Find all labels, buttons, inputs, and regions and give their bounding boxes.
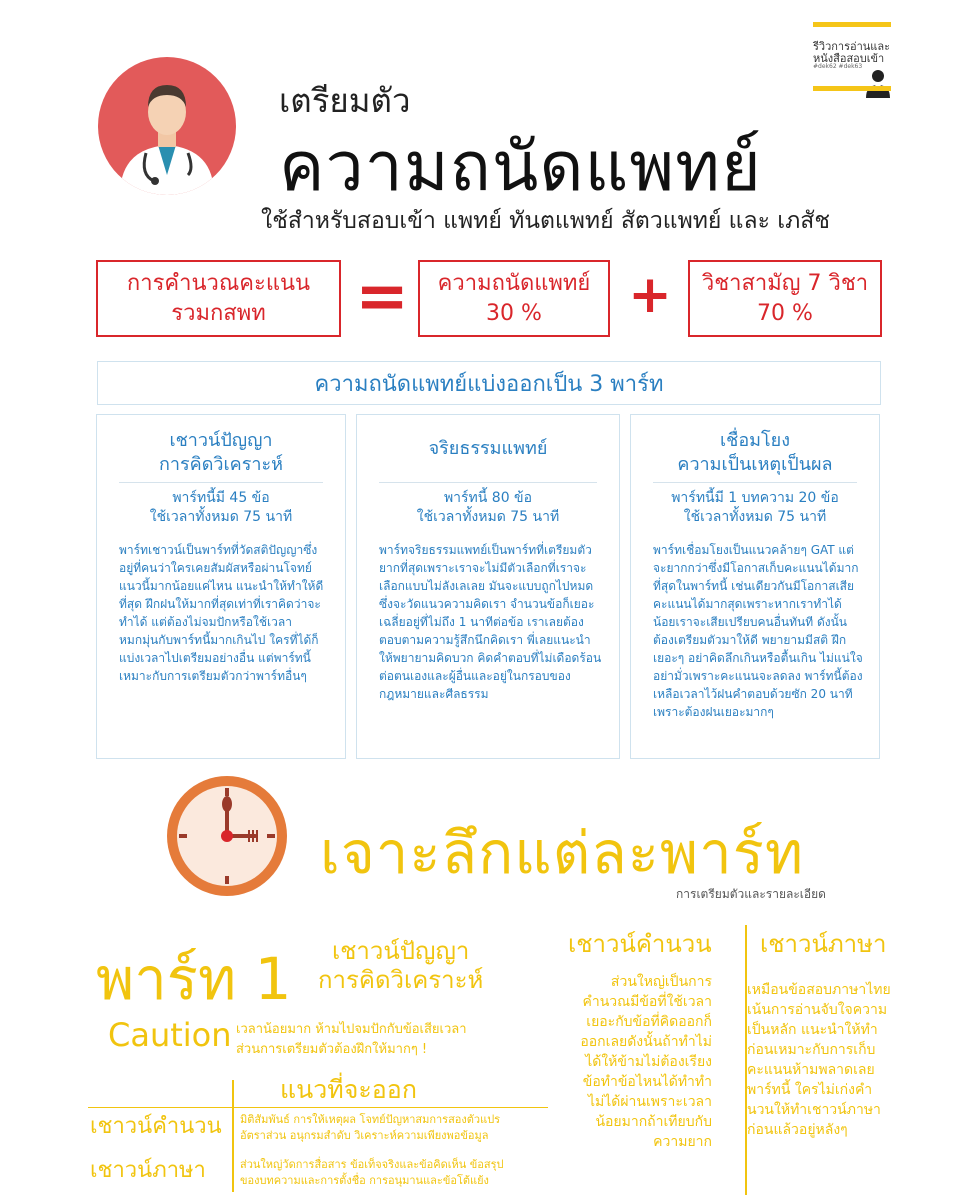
part-card-question-count: พาร์ทนี้มี 1 บทความ 20 ข้อ: [671, 490, 839, 506]
topics-row-text-line-2: อัตราส่วน อนุกรมสำดับ วิเคราะห์ความเพียงพอข้อมูล: [240, 1129, 489, 1142]
part-card-title: [97, 429, 345, 477]
calc-section-text: ส่วนใหญ่เป็นการคำนวณมีข้อที่ใช้เวลาเยอะกับข้อที่คิดออกก็ออกเลยดังนั้นถ้าทำไม่ได้ให้ข้ามไม่ต้องเรียงข้อทำข้อไหนได้ทำทำไม่ได้ผ่านเพราะเวลาน้อยมากถ้าเทียบกับความยาก: [580, 974, 712, 1150]
score-formula-line-1: การคำนวณคะแนน: [126, 270, 311, 296]
equals-sign: =: [355, 260, 409, 334]
caution-label: Caution: [108, 1016, 232, 1054]
part-card-body: พาร์ทเชื่อมโยงเป็นแนวคล้ายๆ GAT แต่จะยากกว่าซึ่งมีโอกาสเก็บคะแนนได้มากที่สุดในพาร์ทนี้ เช่นเดียวกันมีโอกาสเสียคะแนนได้มากสุดเพราะหากเราทำได้น้อยเราจะเสียเปรียบคนอื่นทันที ดังนั้นต้องเตรียมตัวมาให้ดี พยายามมีสติ ฝึกเยอะๆ อย่าคิดลึกเกินหรือตื้นเกิน ไม่แน่ใจอย่ามั่วเพราะคะแนนจะลดลง พาร์ทนี้ต้องเหลือเวลาไว้ฝนคำตอบด้วยซัก 20 นาทีเพราะต้องฝนเยอะมากๆ: [653, 543, 863, 719]
part-card-title: [357, 437, 619, 461]
plus-sign: +: [628, 265, 672, 325]
part-card-body: พาร์ทจริยธรรมแพทย์เป็นพาร์ทที่เตรียมตัวยากที่สุดเพราะเราจะไม่มีตัวเลือกที่เราจะเลือกแบบไม่ลังเลเลย มันจะแบบถูกไปหมด ซึ่งจะวัดแนวความคิดเรา จำนวนข้อก็เยอะเฉลี่ยอยู่ที่ไม่ถึง 1 นาทีต่อข้อ เราเลยต้องตอบตามความรู้สึกนึกคิดเรา พี่เลยแนะนำให้พยายามคิดบวก คิดคำตอบที่ไม่เดือดร้อนต่อตนเองและผู้อื่นและอยู่ในกรอบของกฎหมายและศีลธรรม: [379, 543, 602, 701]
aptitude-weight-box: [418, 260, 610, 337]
part-card-divider: [119, 482, 323, 483]
part-card-meta: [97, 489, 345, 527]
topics-row-text: [240, 1112, 500, 1144]
topics-row-text-line-1: ส่วนใหญ่วัดการสื่อสาร ข้อเท็จจริงและข้อคิดเห็น ข้อสรุป: [240, 1158, 504, 1171]
part-card-body: พาร์ทเชาวน์เป็นพาร์ทที่วัดสติปัญญาซึ่งอยู่ที่คนว่าใครเคยสัมผัสหรือผ่านโจทย์แนวนี้มากน้อยแค่ไหน แนะนำให้ทำให้ดีที่สุด ฝึกฝนให้มากที่สุดเท่าที่เราคิดว่าจะทำได้ แต่ต้องไม่จมปักหรือใช้เวลาหมกมุ่นกับพาร์ทนี้มากเกินไป ใครที่ได้ก็แบ่งเวลาไปเตรียมอย่างอื่น แต่พาร์ทนี้เหมาะกับการเตรียมตัวกว่าพาร์ทอื่นๆ: [119, 543, 324, 683]
part-card-question-count: พาร์ทนี้ 80 ข้อ: [443, 490, 533, 506]
part-1-subtitle: [318, 937, 483, 995]
parts-banner: [97, 361, 881, 405]
topics-row-label: เชาวน์ภาษา: [90, 1158, 206, 1183]
calc-section-title: เชาวน์คำนวน: [568, 930, 712, 958]
core-subjects-weight-box: [688, 260, 882, 337]
brand-line-2: หนังสือสอบเข้า: [813, 52, 885, 65]
topics-row-text-line-1: มิติสัมพันธ์ การให้เหตุผล โจทย์ปัญหาสมการสองตัวแปร: [240, 1113, 501, 1126]
caution-line-2: ส่วนการเตรียมตัวต้องฝึกให้มากๆ !: [236, 1042, 428, 1057]
part-card-divider: [653, 482, 857, 483]
clock-icon: [165, 774, 289, 898]
topics-table-vertical-rule: [232, 1080, 234, 1192]
part-1-subtitle-line-2: การคิดวิเคราะห์: [318, 966, 484, 994]
score-formula-box: [96, 260, 341, 337]
part-card-meta: [357, 489, 619, 527]
topics-row-text-line-2: ของบทความและการตั้งชื่อ การอนุมานและข้อโต้แย้ง: [240, 1174, 489, 1187]
doctor-avatar-icon: [864, 68, 892, 98]
part-card-question-count: พาร์ทนี้มี 45 ข้อ: [172, 490, 270, 506]
part-card-title-line-2: ความเป็นเหตุเป็นผล: [677, 454, 833, 475]
aptitude-weight-line-2: 30 %: [486, 300, 542, 326]
page-subtitle: ใช้สำหรับสอบเข้า แพทย์ ทันตแพทย์ สัตวแพทย์ และ เภสัช: [261, 208, 830, 234]
part-card-duration: ใช้เวลาทั้งหมด 75 นาที: [683, 509, 827, 525]
doctor-icon: [98, 57, 236, 195]
part-1-subtitle-line-1: เชาวน์ปัญญา: [331, 937, 470, 965]
topics-table-heading: แนวที่จะออก: [280, 1075, 417, 1104]
doctor-illustration: [98, 57, 236, 195]
part-card-title-line-1: เชาวน์ปัญญา: [169, 430, 273, 451]
part-card-meta: [631, 489, 879, 527]
deep-dive-title: เจาะลึกแต่ละพาร์ท: [320, 819, 805, 887]
part-card-ethics: [356, 414, 620, 759]
part-card-title-line-2: การคิดวิเคราะห์: [158, 454, 283, 475]
part-card-title: [631, 429, 879, 477]
brand-bottom-bar: [813, 86, 891, 91]
caution-text: [236, 1020, 467, 1060]
core-subjects-line-1: วิชาสามัญ 7 วิชา: [701, 270, 869, 296]
page-kicker: เตรียมตัว: [279, 81, 411, 120]
part-card-duration: ใช้เวลาทั้งหมด 75 นาที: [149, 509, 293, 525]
brand-line-1: รีวิวการอ่านและ: [813, 40, 891, 53]
deep-dive-subtitle: การเตรียมตัวและรายละเอียด: [676, 887, 826, 901]
caution-line-1: เวลาน้อยมาก ห้ามไปจมปักกับข้อเสียเวลา: [236, 1022, 467, 1037]
part-card-title-line-1: จริยธรรมแพทย์: [428, 438, 548, 459]
brand-tags: #dek62 #dek63: [813, 63, 863, 70]
core-subjects-line-2: 70 %: [757, 300, 813, 326]
parts-banner-text: ความถนัดแพทย์แบ่งออกเป็น 3 พาร์ท: [314, 371, 664, 397]
lang-section-text: เหมือนข้อสอบภาษาไทยเน้นการอ่านจับใจความเป็นหลัก แนะนำให้ทำก่อนเหมาะกับการเก็บคะแนนห้ามพลาดเลยพาร์ทนี้ ใครไม่เก่งคำนวนให้ทำเชาวน์ภาษาก่อนแล้วอยู่หลังๆ: [747, 982, 891, 1138]
brand-top-bar: [813, 22, 891, 27]
lang-section-title: เชาวน์ภาษา: [760, 930, 887, 958]
page-title: ความถนัดแพทย์: [279, 128, 762, 207]
topics-row-label: เชาวน์คำนวน: [90, 1114, 222, 1139]
part-1-label: พาร์ท 1: [96, 945, 292, 1013]
aptitude-weight-line-1: ความถนัดแพทย์: [437, 270, 591, 296]
part-card-reasoning: [96, 414, 346, 759]
part-card-duration: ใช้เวลาทั้งหมด 75 นาที: [416, 509, 560, 525]
topics-row-text: [240, 1157, 504, 1189]
part-card-title-line-1: เชื่อมโยง: [719, 430, 791, 451]
part-card-divider: [379, 482, 597, 483]
part-card-logic: [630, 414, 880, 759]
score-formula-line-2: รวมกสพท: [171, 300, 266, 326]
